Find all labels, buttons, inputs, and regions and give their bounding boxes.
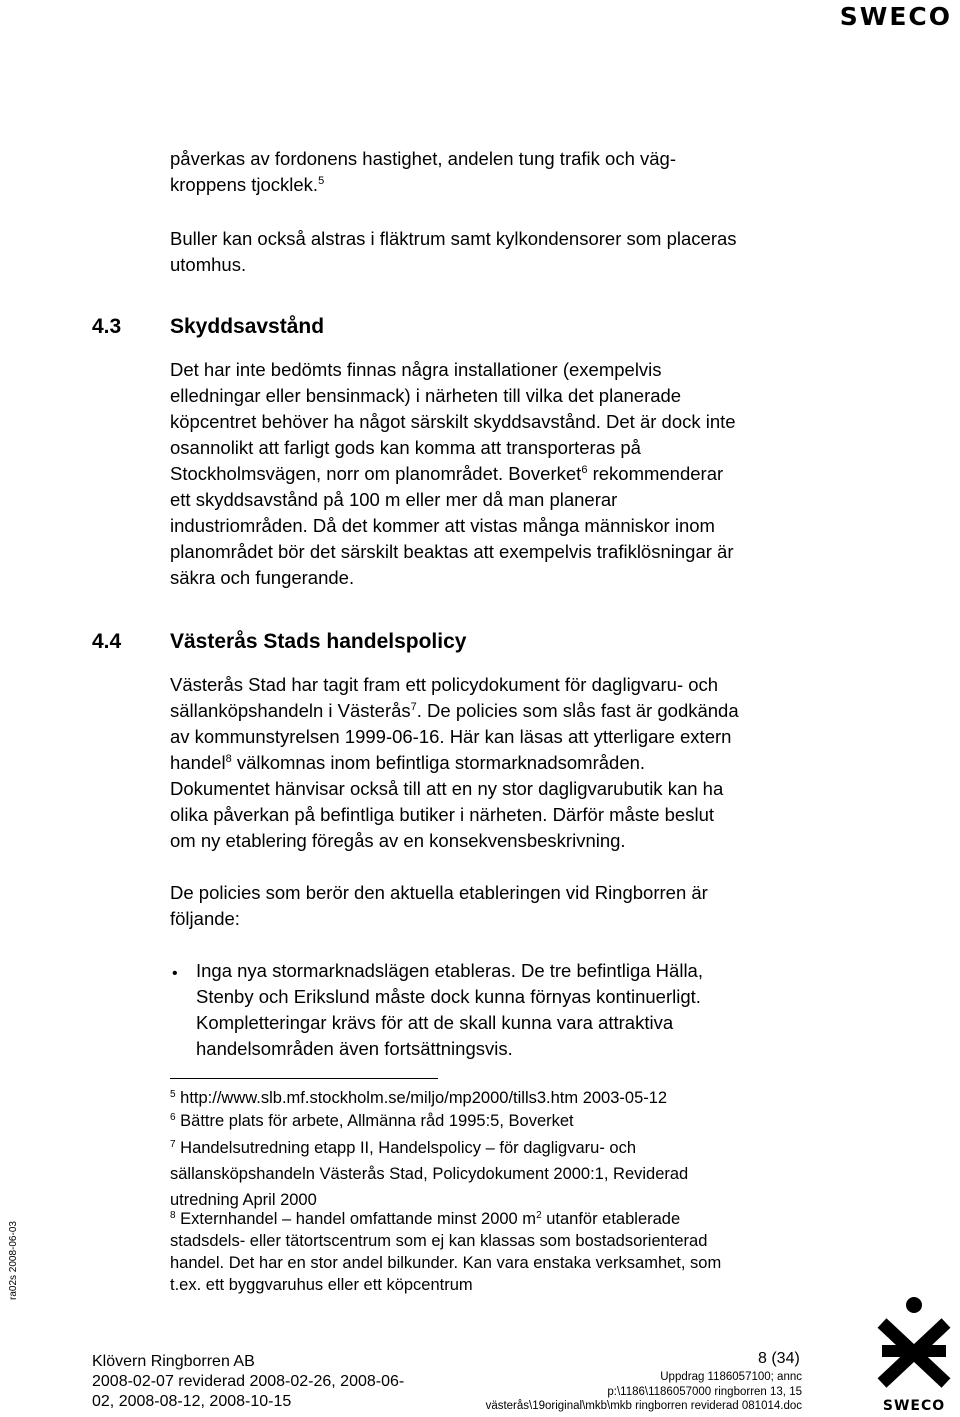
- skyddsavstand-paragraph: Det har inte bedömts finnas några installationer (exempelvis elledningar eller bensinmack) i närheten till vilka det planerade köpcentret behöver ha något särskilt skyddsavstånd. Det är dock inte osannolikt att farligt gods kan komma att transporteras på Stockholmsvägen, norr om planområdet. Boverket$^6$ rekommenderar ett skyddsavstånd på 100 m eller mer då man planerar industriområden. Då det kommer att vistas många människor inom planområdet bör det särskilt beaktas att exempelvis trafiklösningar är säkra och fungerande.: [170, 359, 736, 588]
- handelspolicy-paragraph: Västerås Stad har tagit fram ett policydokument för dagligvaru- och sällanköpshandeln i Västerås$^7$. De policies som slås fast är godkända av kommunstyrelsen 1999-06-16. Här kan läsas att ytterligare extern handel$^8$ välkomnas inom befintliga stormarknadsområden. Dokumentet hänvisar också till att en ny stor dagligvarubutik kan ha olika påverkan på befintliga butiker i närheten. Därför måste beslut om ny etablering föregås av en konsekvensbeskrivning.: [170, 674, 739, 851]
- bullet-icon: •: [172, 965, 178, 982]
- footnote-ref-7[interactable]: 7: [410, 701, 417, 713]
- footnote-ref-8[interactable]: 8: [225, 753, 232, 765]
- footer-path-line2: västerås\19original\mkb\mkb ringborren reviderad 081014.doc: [485, 1400, 802, 1412]
- footer-assignment: Uppdrag 1186057100; annc: [660, 1371, 802, 1383]
- footnote-ref-5[interactable]: 5: [318, 175, 325, 187]
- template-code: ra02s 2008-06-03: [8, 1221, 19, 1300]
- page-number: 8 (34): [758, 1350, 800, 1367]
- footer-dates-line2: 02, 2008-08-12, 2008-10-15: [92, 1393, 292, 1410]
- footnote-5: $^5$ http://www.slb.mf.stockholm.se/miljo/mp2000/tills3.htm 2003-05-12: [170, 1089, 668, 1107]
- footnote-6: $^6$ Bättre plats för arbete, Allmänna råd 1995:5, Boverket: [170, 1112, 574, 1130]
- footer-company: Klövern Ringborren AB: [92, 1353, 255, 1370]
- footnote-ref-6[interactable]: 6: [581, 464, 588, 476]
- footnote-7: $^7$ Handelsutredning etapp II, Handelspolicy – för dagligvaru- och sällansköpshandeln Västerås Stad, Policydokument 2000:1, Reviderad utredning April 2000: [170, 1139, 689, 1209]
- intro-paragraph: påverkas av fordonens hastighet, andelen tung trafik och väg- kroppens tjocklek.$^5$: [170, 148, 676, 195]
- buller-paragraph: Buller kan också alstras i fläktrum samt kylkondensorer som placeras utomhus.: [170, 228, 737, 275]
- sweco-logo-footer: [874, 1295, 954, 1414]
- policies-intro-paragraph: De policies som berör den aktuella etableringen vid Ringborren är följande:: [170, 882, 708, 929]
- footer-dates-line1: 2008-02-07 reviderad 2008-02-26, 2008-06-: [92, 1373, 405, 1390]
- footer-path-line1: p:\1186\1186057000 ringborren 13, 15: [607, 1386, 802, 1398]
- section-heading-4-3: 4.3 Skyddsavstånd: [92, 315, 325, 338]
- sweco-logo-header: SWECO: [839, 2, 952, 31]
- footnote-8: $^8$ Externhandel – handel omfattande minst 2000 $m^2$ utanför etablerade stadsdels- eller tätortscentrum som ej kan klassas som bostadsorienterad handel. Det har en stor andel bilkunder. Kan vara enstaka verksamhet, som t.ex. ett byggvaruhus eller ett köpcentrum: [170, 1210, 722, 1294]
- section-heading-4-4: 4.4 Västerås Stads handelspolicy: [92, 630, 467, 653]
- footnote-divider: [170, 1078, 438, 1079]
- bullet-item: Inga nya stormarknadslägen etableras. De tre befintliga Hälla, Stenby och Erikslund måste dock kunna förnyas kontinuerligt. Kompletteringar krävs för att de skall kunna vara attraktiva handelsområden även fortsättningsvis.: [196, 960, 703, 1059]
- sweco-footer-wordmark: SWECO: [882, 1398, 946, 1414]
- sweco-symbol-icon: [874, 1295, 954, 1391]
